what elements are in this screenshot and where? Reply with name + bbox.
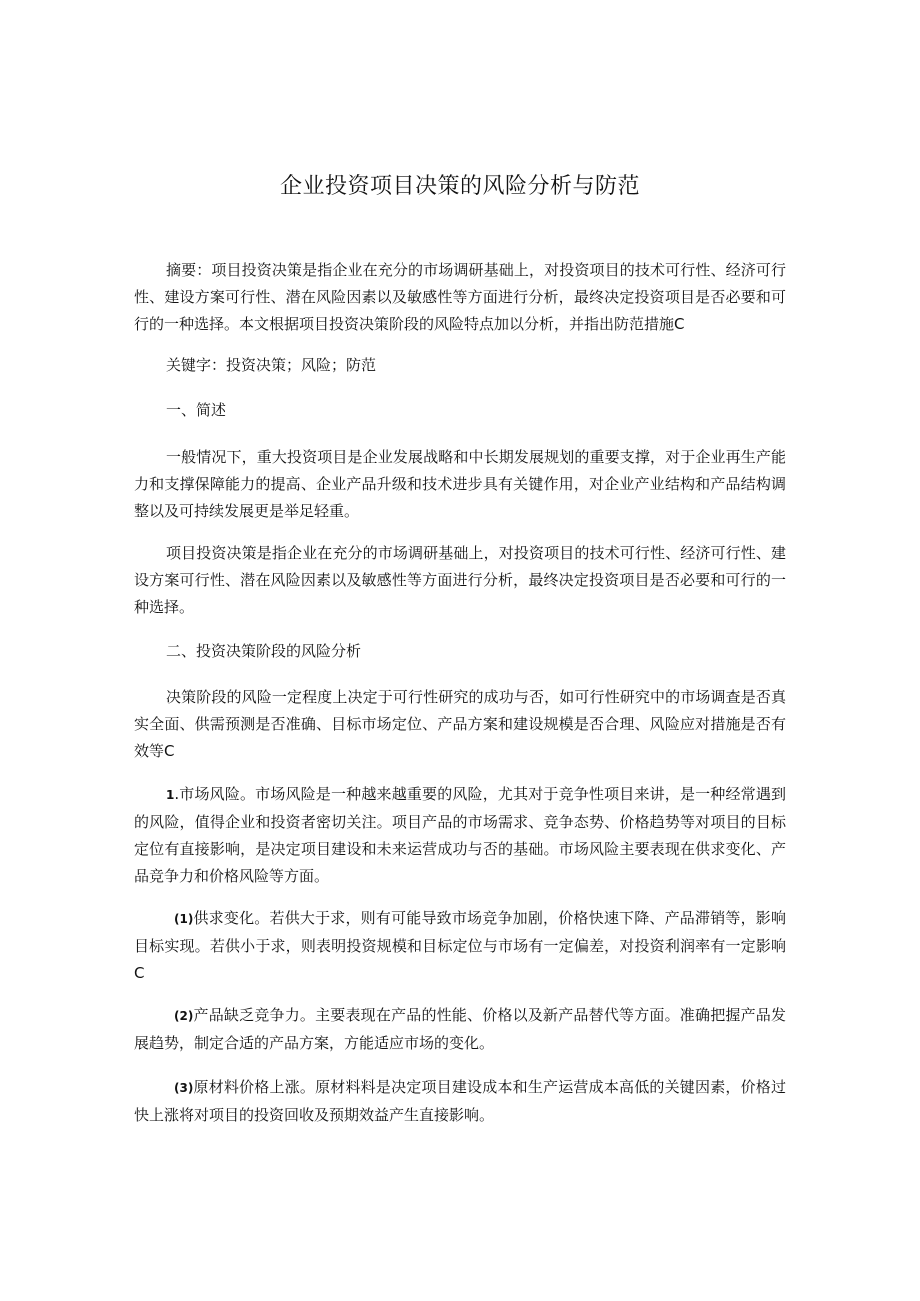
- supply-demand-paragraph: [134, 905, 786, 987]
- sub-item-number: (2): [174, 1009, 194, 1023]
- sub-item-text: 产品缺乏竞争力。主要表现在产品的性能、价格以及新产品替代等方面。准确把握产品发展趋势，制定合适的产品方案，方能适应市场的变化。: [134, 1006, 786, 1052]
- document-title: 企业投资项目决策的风险分析与防范: [279, 174, 640, 199]
- sub-item-text: 供求变化。若供大于求，则有可能导致市场竞争加剧，价格快速下降、产品滞销等，影响目标实现。若供小于求，则表明投资规模和目标定位与市场有一定偏差，对投资利润率有一定影响C: [134, 909, 786, 982]
- competitiveness-paragraph: [134, 1002, 786, 1057]
- item-number: 1: [166, 788, 175, 802]
- keywords-line: 关键字：投资决策；风险；防范: [166, 356, 377, 374]
- sub-item-text: 原材料价格上涨。原材料料是决定项目建设成本和生产运营成本高低的关键因素，价格过快上涨将对项目的投资回收及预期效益产生直接影响。: [134, 1078, 786, 1124]
- abstract-paragraph: 摘要：项目投资决策是指企业在充分的市场调研基础上，对投资项目的技术可行性、经济可行性、建设方案可行性、潜在风险因素以及敏感性等方面进行分析，最终决定投资项目是否必要和可行的一种选择。本文根据项目投资决策阶段的风险特点加以分析，并指出防范措施C: [134, 261, 786, 333]
- section-heading-overview: 一、简述: [166, 401, 227, 419]
- overview-paragraph-1: 一般情况下，重大投资项目是企业发展战略和中长期发展规划的重要支撑，对于企业再生产能力和支撑保障能力的提高、企业产品升级和技术进步具有关键作用，对企业产业结构和产品结构调整以及可持续发展更是举足轻重。: [134, 448, 786, 520]
- risk-analysis-paragraph: 决策阶段的风险一定程度上决定于可行性研究的成功与否，如可行性研究中的市场调查是否真实全面、供需预测是否准确、目标市场定位、产品方案和建设规模是否合理、风险应对措施是否有效等C: [134, 688, 786, 760]
- sub-item-number: (3): [174, 1081, 194, 1095]
- sub-item-number: (1): [174, 912, 194, 926]
- market-risk-paragraph: [134, 781, 786, 890]
- section-heading-risk-analysis: 二、投资决策阶段的风险分析: [166, 642, 362, 660]
- item-text: .市场风险。市场风险是一种越来越重要的风险，尤其对于竞争性项目来讲，是一种经常遇到的风险，值得企业和投资者密切关注。项目产品的市场需求、竞争态势、价格趋势等对项目的目标定位有直接影响，是决定项目建设和未来运营成功与否的基础。市场风险主要表现在供求变化、产品竞争力和价格风险等方面。: [134, 785, 786, 885]
- overview-paragraph-2: 项目投资决策是指企业在充分的市场调研基础上，对投资项目的技术可行性、经济可行性、建设方案可行性、潜在风险因素以及敏感性等方面进行分析，最终决定投资项目是否必要和可行的一种选择。: [134, 544, 786, 616]
- raw-material-paragraph: [134, 1074, 786, 1129]
